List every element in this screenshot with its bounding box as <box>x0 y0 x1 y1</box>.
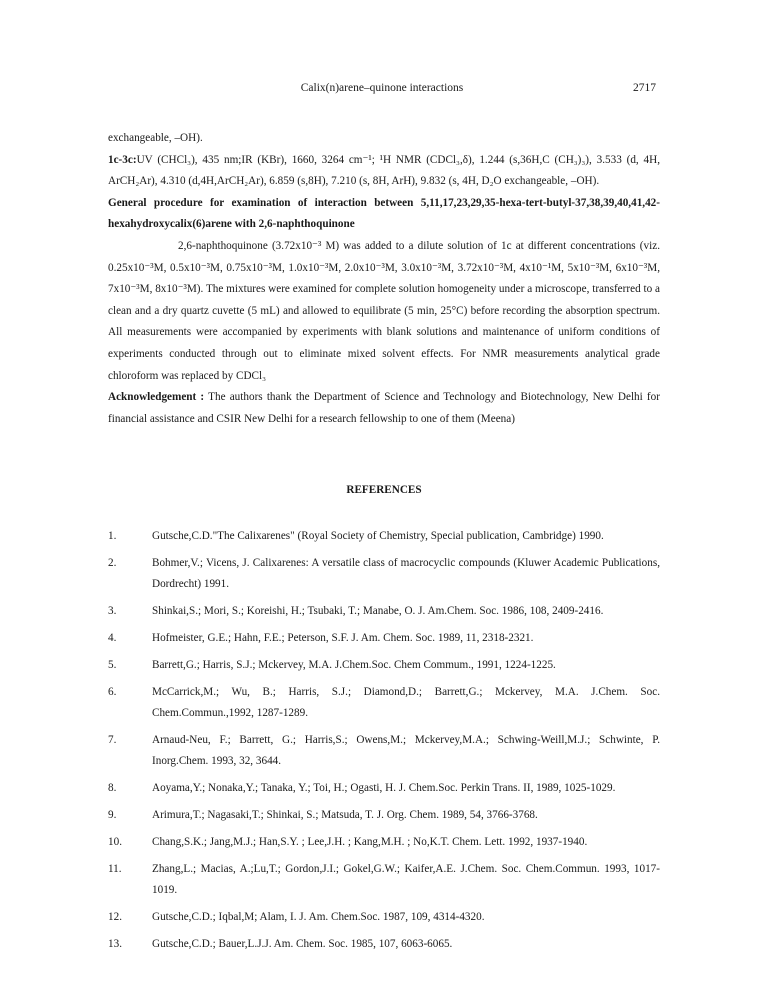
general-procedure-heading: General procedure for examination of interaction between 5,11,17,23,29,35-hexa-tert-butyl-37,38,39,40,41,42-hexahydroxycalix(6)arene with 2,6-naphthoquinone <box>108 196 660 231</box>
reference-number: 8. <box>108 781 117 794</box>
reference-item <box>108 730 660 772</box>
reference-item <box>108 628 660 649</box>
running-head <box>108 82 656 98</box>
reference-item <box>108 907 660 928</box>
references-list <box>108 526 660 955</box>
running-head-title: Calix(n)arene–quinone interactions <box>300 82 464 94</box>
paragraph-1c-3c-spectra: 1c-3c:UV (CHCl₃), 435 nm;IR (KBr), 1660, 3264 cm⁻¹; ¹H NMR (CDCl₃,δ), 1.244 (s,36H,C (CH₃)₃), 3.533 (d, 4H, ArCH₂Ar), 4.310 (d,4H,ArCH₂Ar), 6.859 (s,8H), 7.210 (s, 8H, ArH), 9.832 (s, 4H, D₂O exchangeable, –OH). <box>108 153 660 188</box>
reference-text: Zhang,L.; Macias, A.;Lu,T.; Gordon,J.I.; Gokel,G.W.; Kaifer,A.E. J.Chem. Soc. Chem.Commun. 1993, 1017-1019. <box>152 862 660 896</box>
reference-text: Shinkai,S.; Mori, S.; Koreishi, H.; Tsubaki, T.; Manabe, O. J. Am.Chem. Soc. 1986, 108, 2409-2416. <box>152 604 604 617</box>
reference-text: Aoyama,Y.; Nonaka,Y.; Tanaka, Y.; Toi, H.; Ogasti, H. J. Chem.Soc. Perkin Trans. II, 1989, 1025-1029. <box>152 781 616 794</box>
reference-item <box>108 859 660 901</box>
reference-item <box>108 934 660 955</box>
reference-number: 6. <box>108 685 117 698</box>
paragraph-procedure: 2,6-naphthoquinone (3.72x10⁻³ M) was added to a dilute solution of 1c at different concentrations (viz. 0.25x10⁻³M, 0.5x10⁻³M, 0.75x10⁻³M, 1.0x10⁻³M, 2.0x10⁻³M, 3.0x10⁻³M, 3.72x10⁻³M, 4x10⁻¹M, 5x10⁻³M, 6x10⁻³M, 7x10⁻³M, 8x10⁻³M). The mixtures were examined for complete solution homogeneity under a microscope, transferred to a clean and a dry quartz cuvette (5 mL) and allowed to equilibrate (5 min, 25°C) before recording the absorption spectrum. All measurements were accompanied by experiments with blank solutions and maintenance of uniform conditions of experiments conducted through out to eliminate mixed solvent effects. For NMR measurements analytical grade chloroform was replaced by CDCl₃ <box>108 239 660 382</box>
reference-text: Hofmeister, G.E.; Hahn, F.E.; Peterson, S.F. J. Am. Chem. Soc. 1989, 11, 2318-2321. <box>152 631 534 644</box>
reference-text: Arimura,T.; Nagasaki,T.; Shinkai, S.; Matsuda, T. J. Org. Chem. 1989, 54, 3766-3768. <box>152 808 538 821</box>
reference-number: 9. <box>108 808 117 821</box>
reference-number: 13. <box>108 937 122 950</box>
reference-number: 7. <box>108 733 117 746</box>
page-number: 2717 <box>633 82 656 94</box>
reference-item <box>108 553 660 595</box>
reference-item <box>108 778 660 799</box>
reference-text: Gutsche,C.D.; Iqbal,M; Alam, I. J. Am. Chem.Soc. 1987, 109, 4314-4320. <box>152 910 485 923</box>
paragraph-exchangeable: exchangeable, –OH). <box>108 132 203 144</box>
reference-number: 5. <box>108 658 117 671</box>
reference-number: 10. <box>108 835 122 848</box>
reference-number: 2. <box>108 556 117 569</box>
reference-item <box>108 682 660 724</box>
reference-number: 12. <box>108 910 122 923</box>
reference-text: Barrett,G.; Harris, S.J.; Mckervey, M.A. J.Chem.Soc. Chem Commum., 1991, 1224-1225. <box>152 658 556 671</box>
reference-item <box>108 526 660 547</box>
reference-item <box>108 805 660 826</box>
reference-text: McCarrick,M.; Wu, B.; Harris, S.J.; Diamond,D.; Barrett,G.; Mckervey, M.A. J.Chem. Soc. Chem.Commun.,1992, 1287-1289. <box>152 685 660 719</box>
reference-number: 3. <box>108 604 117 617</box>
reference-text: Chang,S.K.; Jang,M.J.; Han,S.Y. ; Lee,J.H. ; Kang,M.H. ; No,K.T. Chem. Lett. 1992, 1937-1940. <box>152 835 588 848</box>
reference-number: 1. <box>108 529 117 542</box>
reference-item <box>108 601 660 622</box>
paragraph-acknowledgement: Acknowledgement : The authors thank the Department of Science and Technology and Biotechnology, New Delhi for financial assistance and CSIR New Delhi for a research fellowship to one of them (Meena) <box>108 391 660 425</box>
reference-text: Gutsche,C.D.; Bauer,L.J.J. Am. Chem. Soc. 1985, 107, 6063-6065. <box>152 937 453 950</box>
reference-text: Arnaud-Neu, F.; Barrett, G.; Harris,S.; Owens,M.; Mckervey,M.A.; Schwing-Weill,M.J.; Schwinte, P. Inorg.Chem. 1993, 32, 3644. <box>152 733 660 767</box>
references-heading: REFERENCES <box>346 484 422 497</box>
reference-item <box>108 655 660 676</box>
reference-number: 4. <box>108 631 117 644</box>
reference-text: Bohmer,V.; Vicens, J. Calixarenes: A versatile class of macrocyclic compounds (Kluwer Academic Publications, Dordrecht) 1991. <box>152 556 660 590</box>
reference-text: Gutsche,C.D."The Calixarenes" (Royal Society of Chemistry, Special publication, Cambridge) 1990. <box>152 529 604 542</box>
article-body <box>108 128 660 961</box>
reference-item <box>108 832 660 853</box>
reference-number: 11. <box>108 862 122 875</box>
